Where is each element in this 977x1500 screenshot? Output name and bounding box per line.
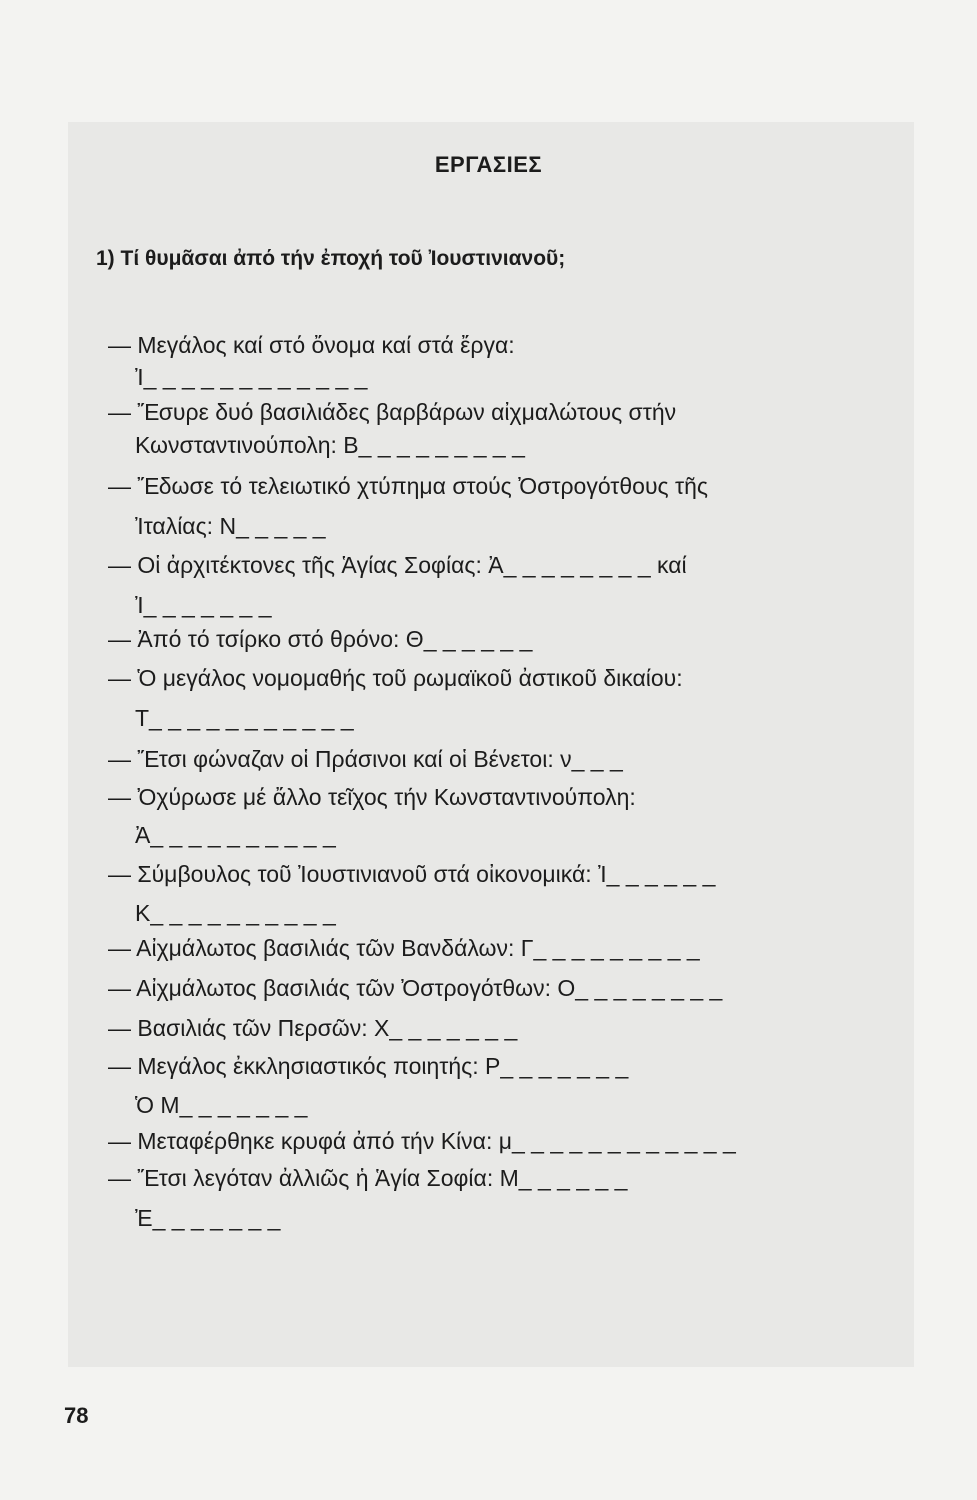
- exercise-line: — Ὀχύρωσε μέ ἄλλο τεῖχος τήν Κωνσταντινούπολη:: [108, 784, 636, 810]
- exercise-line: — Ἔτσι φώναζαν οἱ Πράσινοι καί οἱ Βένετοι: ν_ _ _: [108, 746, 623, 772]
- exercise-line: Ἰ_ _ _ _ _ _ _ _ _ _ _ _: [135, 364, 368, 390]
- exercise-line: — Ἔτσι λεγόταν ἀλλιῶς ἡ Ἁγία Σοφία: Μ_ _ _ _ _ _: [108, 1165, 628, 1191]
- exercise-line: — Σύμβουλος τοῦ Ἰουστινιανοῦ στά οἰκονομικά: Ἰ_ _ _ _ _ _: [108, 861, 716, 887]
- exercise-line: Ἰ_ _ _ _ _ _ _: [135, 592, 272, 618]
- exercise-line: Ἐ_ _ _ _ _ _ _: [135, 1205, 281, 1231]
- question-heading: 1) Τί θυμᾶσαι ἀπό τήν ἐποχή τοῦ Ἰουστινιανοῦ;: [96, 247, 566, 270]
- exercise-line: — Βασιλιάς τῶν Περσῶν: Χ_ _ _ _ _ _ _: [108, 1015, 518, 1041]
- page-title: ΕΡΓΑΣΙΕΣ: [434, 152, 543, 177]
- exercise-line: Κωνσταντινούπολη: Β_ _ _ _ _ _ _ _ _: [135, 432, 525, 458]
- exercise-line: — Ἀπό τό τσίρκο στό θρόνο: Θ_ _ _ _ _ _: [108, 626, 533, 652]
- exercise-line: Ἰταλίας: Ν_ _ _ _ _: [135, 513, 326, 539]
- exercise-line: Τ_ _ _ _ _ _ _ _ _ _ _: [135, 705, 354, 731]
- exercise-line: — Οἱ ἀρχιτέκτονες τῆς Ἁγίας Σοφίας: Ἀ_ _ _ _ _ _ _ _ καί: [108, 552, 687, 578]
- exercise-line: — Μεγάλος καί στό ὄνομα καί στά ἔργα:: [108, 332, 515, 358]
- page-number: 78: [64, 1403, 89, 1428]
- exercise-line: — Αἰχμάλωτος βασιλιάς τῶν Ὀστρογότθων: Ο_ _ _ _ _ _ _ _: [108, 975, 723, 1001]
- exercise-line: Ἀ_ _ _ _ _ _ _ _ _ _: [135, 822, 336, 848]
- exercise-line: — Μεγάλος ἐκκλησιαστικός ποιητής: Ρ_ _ _ _ _ _ _: [108, 1053, 629, 1079]
- exercise-line: Ὁ Μ_ _ _ _ _ _ _: [135, 1092, 308, 1118]
- exercise-line: — Ἔδωσε τό τελειωτικό χτύπημα στούς Ὀστρογότθους τῆς: [108, 473, 708, 499]
- exercise-line: — Ἔσυρε δυό βασιλιάδες βαρβάρων αἰχμαλώτους στήν: [108, 399, 677, 425]
- exercise-line: — Αἰχμάλωτος βασιλιάς τῶν Βανδάλων: Γ_ _ _ _ _ _ _ _ _: [108, 935, 700, 961]
- exercise-line: — Ὁ μεγάλος νομομαθής τοῦ ρωμαϊκοῦ ἀστικοῦ δικαίου:: [108, 665, 683, 691]
- exercise-line: Κ_ _ _ _ _ _ _ _ _ _: [135, 900, 336, 926]
- exercise-line: — Μεταφέρθηκε κρυφά ἀπό τήν Κίνα: μ_ _ _ _ _ _ _ _ _ _ _ _: [108, 1128, 736, 1154]
